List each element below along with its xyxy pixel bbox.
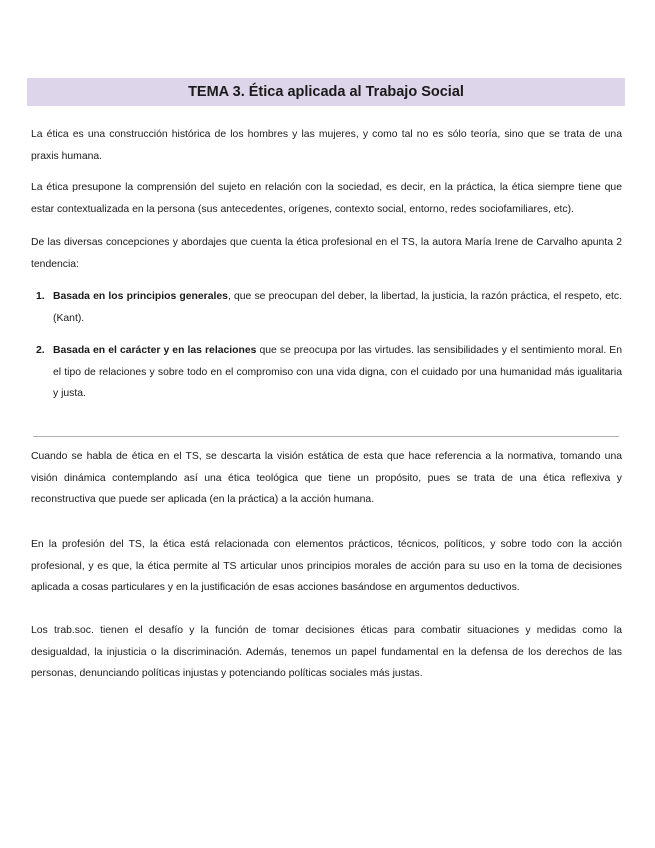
- paragraph-tendencies: De las diversas concepciones y abordajes que cuenta la ética profesional en el TS, la autora María Irene de Carvalho apunta 2 tendencia:: [31, 237, 622, 270]
- list-item-bold: Basada en el carácter y en las relaciones: [53, 345, 257, 356]
- paragraph-profession: En la profesión del TS, la ética está relacionada con elementos prácticos, técnicos, políticos, y sobre todo con la acción profesional, y es que, la ética permite al TS articular unos principios morales de acción para su uso en la toma de decisiones aplicada a cosas particulares y en la justificación de esas acciones basándose en argumentos deductivos.: [31, 539, 622, 593]
- paragraph-social-workers: Los trab.soc. tienen el desafío y la función de tomar decisiones éticas para combatir situaciones y medidas como la desigualdad, la injusticia o la discriminación. Además, tenemos un papel fundamental en la defensa de los derechos de las personas, denunciando políticas injustas y potenciando políticas sociales más justas.: [31, 625, 622, 679]
- list-item-2: [31, 340, 622, 405]
- section-divider: [33, 436, 619, 437]
- list-number: 2.: [36, 345, 45, 356]
- list-number: 1.: [36, 291, 45, 302]
- page-title-bar: [27, 78, 625, 106]
- list-item-text: [53, 286, 622, 329]
- paragraph-dynamic-ethics: Cuando se habla de ética en el TS, se descarta la visión estática de esta que hace referencia a la normativa, tomando una visión dinámica contemplando así una ética teológica que tiene un propósito, pues se trata de una ética reflexiva y reconstructiva que puede ser aplicada (en la práctica) a la acción humana.: [31, 451, 622, 505]
- list-item-rest: que se preocupa por las virtudes. las sensibilidades y el sentimiento moral. En el tipo de relaciones y sobre todo en el compromiso con una vida digna, con el cuidado por una humanidad más igualitaria y justa.: [53, 345, 622, 399]
- list-item-text: [53, 340, 622, 405]
- paragraph-context: La ética presupone la comprensión del sujeto en relación con la sociedad, es decir, en la práctica, la ética siempre tiene que estar contextualizada en la persona (sus antecedentes, orígenes, contexto social, entorno, redes sociofamiliares, etc).: [31, 182, 622, 215]
- list-item-rest: , que se preocupan del deber, la libertad, la justicia, la razón práctica, el respeto, etc. (Kant).: [53, 291, 622, 324]
- paragraph-intro: La ética es una construcción histórica de los hombres y las mujeres, y como tal no es sólo teoría, sino que se trata de una praxis humana.: [31, 129, 622, 162]
- list-item-bold: Basada en los principios generales: [53, 291, 228, 302]
- list-item-1: [31, 286, 622, 329]
- page-title: TEMA 3. Ética aplicada al Trabajo Social: [188, 84, 464, 100]
